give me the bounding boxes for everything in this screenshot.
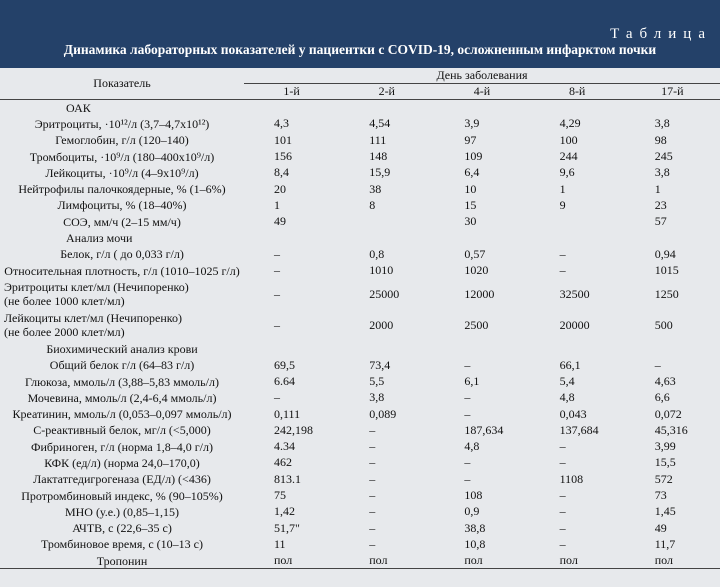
value-cell: – xyxy=(559,455,566,470)
table-row xyxy=(0,520,720,536)
value-cell: 1 xyxy=(654,181,661,196)
value-cell: 4,8 xyxy=(559,390,575,405)
parameter-name: Глюкоза, ммоль/л (3,88–5,83 ммоль/л) xyxy=(25,374,219,389)
value-cell xyxy=(625,230,720,246)
value-cell: 4,3 xyxy=(274,116,289,131)
parameter-name: Общий белок г/л (64–83 г/л) xyxy=(49,358,195,373)
value-cell: 98 xyxy=(654,132,667,147)
value-cell: 45,316 xyxy=(654,422,688,437)
parameter-name: Лейкоциты клет/мл (Нечипоренко) (не более 2000 клет/мл) xyxy=(4,311,183,340)
value-cell: 20000 xyxy=(559,317,590,332)
value-cell: 11,7 xyxy=(654,536,676,551)
parameter-name: Лактатгедигрогеназа (ЕД/л) (<436) xyxy=(33,472,211,487)
value-cell: 156 xyxy=(274,149,292,164)
value-cell: 10 xyxy=(464,181,477,196)
value-cell xyxy=(530,100,625,116)
parameter-name: МНО (у.е.) (0,85–1,15) xyxy=(64,504,180,519)
value-cell: 57 xyxy=(654,214,667,229)
value-cell: 0,111 xyxy=(274,406,301,421)
value-cell: 15 xyxy=(464,197,477,212)
value-cell xyxy=(339,214,434,230)
value-cell: 20 xyxy=(274,181,286,196)
table-row xyxy=(0,373,720,389)
table-row xyxy=(0,148,720,164)
value-cell xyxy=(244,100,339,116)
value-cell: – xyxy=(559,504,566,519)
value-cell: – xyxy=(559,536,566,551)
parameter-name: АЧТВ, с (22,6–35 с) xyxy=(72,521,172,536)
table-row xyxy=(0,246,720,262)
value-cell: 1 xyxy=(559,181,566,196)
value-cell: – xyxy=(559,520,566,535)
parameter-name: Гемоглобин, г/л (120–140) xyxy=(55,133,189,148)
value-cell: – xyxy=(464,390,471,405)
parameter-name: Фибриноген, г/л (норма 1,8–4,0 г/л) xyxy=(31,439,213,454)
value-cell: 66,1 xyxy=(559,357,581,372)
value-cell: 187,634 xyxy=(464,422,504,437)
value-cell: 23 xyxy=(654,197,667,212)
value-cell xyxy=(244,230,339,246)
value-cell: 12000 xyxy=(464,286,495,301)
value-cell: – xyxy=(559,488,566,503)
value-cell: пол xyxy=(244,553,339,569)
value-cell: 111 xyxy=(369,132,387,147)
value-cell: 3,9 xyxy=(464,116,480,131)
section-label: Анализ мочи xyxy=(66,231,133,246)
column-header-day-8: 8-й xyxy=(530,84,625,100)
value-cell: 30 xyxy=(464,214,477,229)
value-cell: 97 xyxy=(464,132,477,147)
value-cell xyxy=(339,341,434,357)
table-row xyxy=(0,214,720,230)
value-cell: 4,54 xyxy=(369,116,391,131)
value-cell: – xyxy=(274,390,280,405)
value-cell: 3,8 xyxy=(654,165,670,180)
value-cell: 9,6 xyxy=(559,165,575,180)
value-cell: 73 xyxy=(654,488,667,503)
column-header-day-4: 4-й xyxy=(434,84,529,100)
value-cell: 244 xyxy=(559,149,578,164)
table-row xyxy=(0,471,720,487)
parameter-name: Относительная плотность, г/л (1010–1025 г/л) xyxy=(4,263,240,278)
value-cell: 6.64 xyxy=(274,374,295,388)
table-row xyxy=(0,116,720,132)
value-cell: 15,9 xyxy=(369,165,391,180)
value-cell: 2500 xyxy=(464,317,489,332)
value-cell xyxy=(625,341,720,357)
value-cell xyxy=(530,230,625,246)
column-header-day-1: 1-й xyxy=(244,84,339,100)
value-cell xyxy=(339,100,434,116)
value-cell: пол xyxy=(434,553,529,569)
parameter-name: С-реактивный белок, мг/л (<5,000) xyxy=(33,423,211,438)
table-row xyxy=(0,406,720,422)
value-cell: – xyxy=(369,536,376,551)
value-cell xyxy=(434,100,529,116)
table-row xyxy=(0,165,720,181)
value-cell: – xyxy=(559,246,566,261)
value-cell xyxy=(625,100,720,116)
value-cell xyxy=(530,341,625,357)
parameter-name: КФК (ед/л) (норма 24,0–170,0) xyxy=(44,455,200,470)
value-cell: 4,29 xyxy=(559,116,581,131)
parameter-name: Тромбоциты, ·10⁹/л (180–400х10⁹/л) xyxy=(29,149,215,164)
table-row xyxy=(0,279,720,310)
value-cell: – xyxy=(369,455,376,470)
column-header-parameter: Показатель xyxy=(0,68,244,100)
column-header-day-group: День заболевания xyxy=(244,68,720,84)
value-cell xyxy=(244,341,339,357)
value-cell: 462 xyxy=(274,455,292,470)
value-cell: 4,63 xyxy=(654,374,676,388)
value-cell: 5,4 xyxy=(559,374,575,388)
table-row xyxy=(0,422,720,438)
column-header-day-2: 2-й xyxy=(339,84,434,100)
value-cell xyxy=(339,230,434,246)
value-cell: 108 xyxy=(464,488,483,503)
table-row xyxy=(0,181,720,197)
section-label: ОАК xyxy=(66,100,91,115)
value-cell: 101 xyxy=(274,132,292,147)
value-cell: 100 xyxy=(559,132,578,147)
value-cell: 1 xyxy=(274,197,280,212)
value-cell: 245 xyxy=(654,149,673,164)
value-cell: 38 xyxy=(369,181,382,196)
value-cell: 813.1 xyxy=(274,471,301,486)
value-cell: 69,5 xyxy=(274,357,295,372)
parameter-name: Лимфоциты, % (18–40%) xyxy=(57,198,187,213)
value-cell: – xyxy=(274,286,280,301)
value-cell: 5,5 xyxy=(369,374,385,388)
value-cell: 4,8 xyxy=(464,439,480,454)
table-row xyxy=(0,310,720,341)
value-cell: пол xyxy=(625,553,720,569)
value-cell: 25000 xyxy=(369,286,400,301)
value-cell xyxy=(434,230,529,246)
value-cell: 6,6 xyxy=(654,390,670,405)
value-cell: – xyxy=(464,357,471,372)
value-cell: – xyxy=(559,263,566,278)
value-cell: 6,1 xyxy=(464,374,480,388)
parameter-name: Тропонин xyxy=(0,553,244,569)
value-cell: – xyxy=(654,357,661,372)
parameter-name: Лейкоциты, ·10⁹/л (4–9х10⁹/л) xyxy=(45,165,199,180)
value-cell: – xyxy=(464,406,471,421)
parameter-name: Протромбиновый индекс, % (90–105%) xyxy=(21,488,223,503)
value-cell: пол xyxy=(530,553,625,569)
value-cell: – xyxy=(464,471,471,486)
value-cell: 1,42 xyxy=(274,504,295,519)
column-header-day-17: 17-й xyxy=(625,84,720,100)
value-cell: – xyxy=(369,520,376,535)
value-cell: 1250 xyxy=(654,286,679,301)
value-cell: 49 xyxy=(654,520,667,535)
value-cell xyxy=(434,341,529,357)
table-row xyxy=(0,487,720,503)
value-cell: 1,45 xyxy=(654,504,676,519)
table-row xyxy=(0,197,720,213)
parameter-name: Тромбиновое время, с (10–13 с) xyxy=(41,537,203,552)
value-cell: – xyxy=(274,263,280,278)
table-body xyxy=(0,100,720,569)
value-cell: 75 xyxy=(274,488,286,503)
value-cell: 1015 xyxy=(654,263,679,278)
parameter-name: Эритроциты, ·10¹²/л (3,7–4,7х10¹²) xyxy=(34,116,210,131)
value-cell: 73,4 xyxy=(369,357,391,372)
value-cell: – xyxy=(369,488,376,503)
value-cell: 0,043 xyxy=(559,406,587,421)
value-cell: 137,684 xyxy=(559,422,599,437)
table-row xyxy=(0,357,720,373)
value-cell: 38,8 xyxy=(464,520,486,535)
table-label: Таблица xyxy=(610,26,712,42)
parameter-name: Белок, г/л ( до 0,033 г/л) xyxy=(60,247,184,262)
value-cell: 242,198 xyxy=(274,422,313,437)
value-cell: 572 xyxy=(654,471,673,486)
value-cell: 0,57 xyxy=(464,246,486,261)
value-cell: 32500 xyxy=(559,286,590,301)
table-row xyxy=(0,390,720,406)
value-cell: 3,8 xyxy=(369,390,385,405)
value-cell: 49 xyxy=(274,214,286,229)
value-cell: 9 xyxy=(559,197,566,212)
parameter-name: СОЭ, мм/ч (2–15 мм/ч) xyxy=(63,214,181,229)
value-cell: 6,4 xyxy=(464,165,480,180)
table-title: Динамика лабораторных показателей у пациентки с COVID-19, осложненным инфарктом почки xyxy=(63,42,657,57)
value-cell: 8,4 xyxy=(274,165,289,180)
table-row xyxy=(0,504,720,520)
value-cell: 148 xyxy=(369,149,388,164)
value-cell: 0,8 xyxy=(369,246,385,261)
section-row xyxy=(0,341,720,357)
value-cell: 109 xyxy=(464,149,483,164)
value-cell: – xyxy=(274,317,280,332)
parameter-name: Эритроциты клет/мл (Нечипоренко) (не более 1000 клет/мл) xyxy=(4,280,189,309)
value-cell: 2000 xyxy=(369,317,394,332)
value-cell: – xyxy=(274,246,280,261)
value-cell: 3,8 xyxy=(654,116,670,131)
value-cell: 0,9 xyxy=(464,504,480,519)
value-cell xyxy=(530,214,625,230)
table-row xyxy=(0,536,720,552)
parameter-name: Мочевина, ммоль/л (2,4-6,4 ммоль/л) xyxy=(27,390,217,405)
value-cell: – xyxy=(369,471,376,486)
value-cell: – xyxy=(369,422,376,437)
section-label: Биохимический анализ крови xyxy=(46,341,198,356)
table-row xyxy=(0,455,720,471)
value-cell: 3,99 xyxy=(654,439,676,454)
value-cell: 0,94 xyxy=(654,246,676,261)
section-row xyxy=(0,100,720,116)
value-cell: 1020 xyxy=(464,263,489,278)
value-cell: 8 xyxy=(369,197,376,212)
parameter-name: Нейтрофилы палочкоядерные, % (1–6%) xyxy=(18,182,226,197)
value-cell: 15,5 xyxy=(654,455,676,470)
table-row xyxy=(0,553,720,569)
lab-results-table xyxy=(0,68,720,569)
value-cell: 1010 xyxy=(369,263,394,278)
value-cell: – xyxy=(369,439,376,454)
value-cell: 11 xyxy=(274,536,286,551)
table-row xyxy=(0,439,720,455)
value-cell: – xyxy=(464,455,471,470)
table-row xyxy=(0,132,720,148)
value-cell: – xyxy=(559,439,566,454)
value-cell: 51,7" xyxy=(274,520,300,535)
parameter-name: Креатинин, ммоль/л (0,053–0,097 ммоль/л) xyxy=(12,407,232,422)
section-row xyxy=(0,230,720,246)
value-cell: пол xyxy=(339,553,434,569)
value-cell: 500 xyxy=(654,317,673,332)
value-cell: 4.34 xyxy=(274,439,295,454)
value-cell: 10,8 xyxy=(464,536,486,551)
table-row xyxy=(0,262,720,278)
value-cell: 1108 xyxy=(559,471,584,486)
table-banner xyxy=(0,0,720,68)
value-cell: 0,072 xyxy=(654,406,682,421)
value-cell: – xyxy=(369,504,376,519)
value-cell: 0,089 xyxy=(369,406,397,421)
